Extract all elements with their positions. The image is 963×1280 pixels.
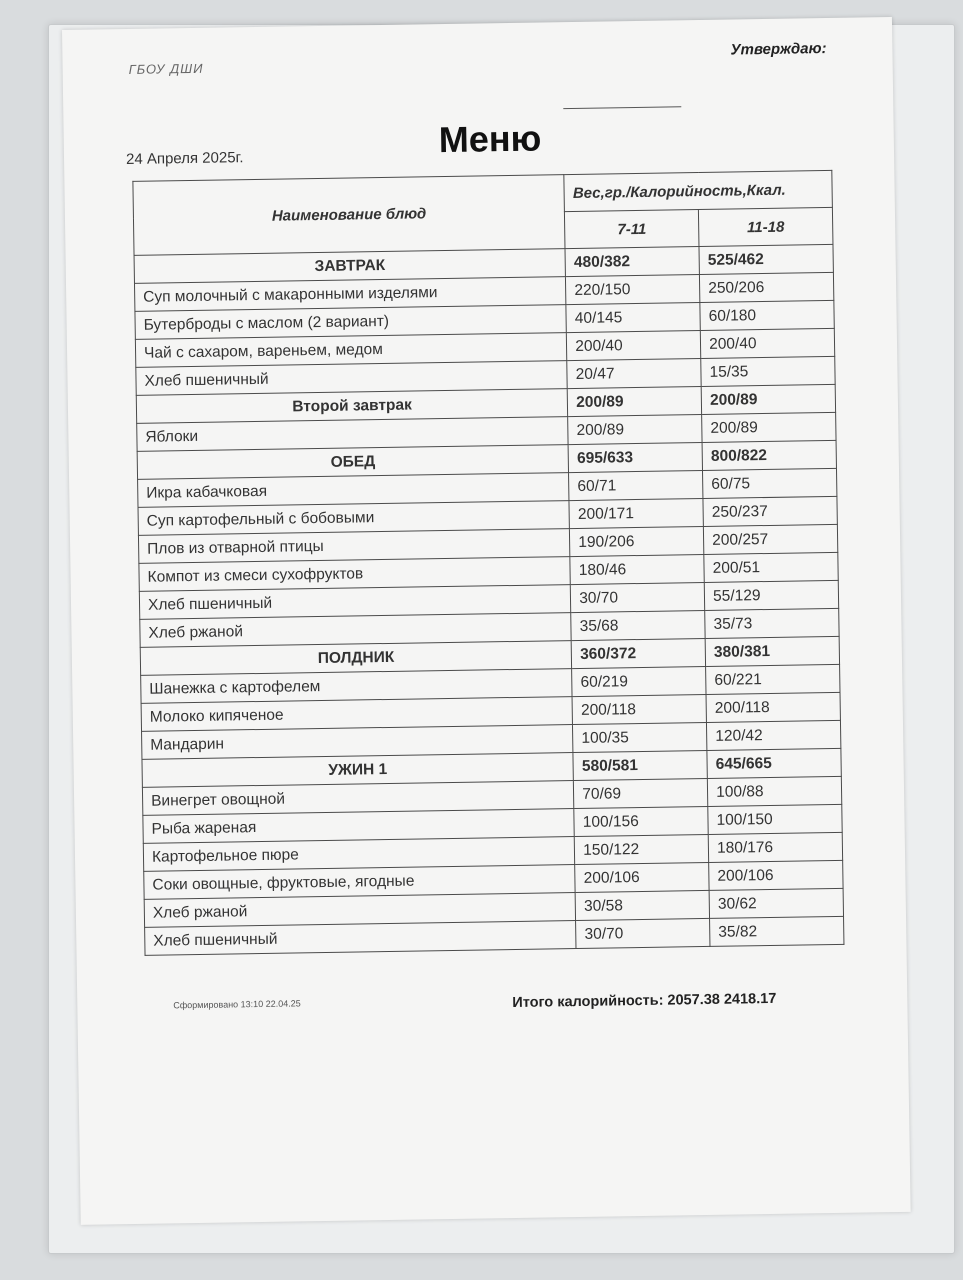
dish-name: Хлеб ржаной bbox=[144, 893, 576, 928]
dish-name: ОБЕД bbox=[137, 445, 569, 480]
value-7-11: 100/35 bbox=[573, 722, 707, 752]
dish-name: ПОЛДНИК bbox=[140, 641, 572, 676]
value-11-18: 15/35 bbox=[701, 356, 835, 386]
value-7-11: 200/40 bbox=[567, 331, 701, 361]
dish-name: Икра кабачковая bbox=[138, 473, 570, 508]
value-11-18: 120/42 bbox=[707, 720, 841, 750]
column-header-name: Наименование блюд bbox=[133, 175, 565, 256]
organization-label: ГБОУ ДШИ bbox=[128, 60, 204, 77]
value-11-18: 180/176 bbox=[708, 832, 842, 862]
value-7-11: 695/633 bbox=[568, 442, 702, 472]
dish-name: ЗАВТРАК bbox=[134, 249, 566, 284]
dish-name: Соки овощные, фруктовые, ягодные bbox=[144, 865, 576, 900]
dish-name: Молоко кипяченое bbox=[141, 697, 573, 732]
value-11-18: 250/206 bbox=[700, 272, 834, 302]
value-7-11: 200/89 bbox=[567, 387, 701, 417]
dish-name: Хлеб пшеничный bbox=[139, 585, 571, 620]
total-calories: Итого калорийность: 2057.38 2418.17 bbox=[512, 990, 777, 1012]
page-title: Меню bbox=[438, 117, 542, 161]
dish-name: Плов из отварной птицы bbox=[138, 529, 570, 564]
value-11-18: 100/88 bbox=[707, 776, 841, 806]
value-11-18: 200/40 bbox=[700, 328, 834, 358]
value-7-11: 150/122 bbox=[574, 834, 708, 864]
dish-name: Хлеб ржаной bbox=[140, 613, 572, 648]
generated-stamp: Сформировано 13:10 22.04.25 bbox=[173, 998, 301, 1011]
value-7-11: 200/106 bbox=[575, 862, 709, 892]
menu-sheet bbox=[62, 17, 911, 1225]
value-7-11: 200/89 bbox=[568, 414, 702, 444]
value-7-11: 580/581 bbox=[573, 750, 707, 780]
value-7-11: 180/46 bbox=[570, 554, 704, 584]
value-7-11: 360/372 bbox=[571, 638, 705, 668]
dish-name: Чай с сахаром, вареньем, медом bbox=[135, 333, 567, 368]
value-11-18: 200/89 bbox=[701, 384, 835, 414]
dish-name: Суп молочный с макаронными изделями bbox=[134, 277, 566, 312]
value-7-11: 70/69 bbox=[574, 778, 708, 808]
dish-name: Компот из смеси сухофруктов bbox=[139, 557, 571, 592]
value-7-11: 35/68 bbox=[571, 610, 705, 640]
dish-name: Хлеб пшеничный bbox=[136, 361, 568, 396]
value-11-18: 525/462 bbox=[699, 244, 833, 274]
dish-name: Мандарин bbox=[142, 725, 574, 760]
value-11-18: 200/89 bbox=[702, 412, 836, 442]
value-11-18: 250/237 bbox=[703, 496, 837, 526]
value-7-11: 20/47 bbox=[567, 359, 701, 389]
value-7-11: 40/145 bbox=[566, 303, 700, 333]
column-header-age-7-11: 7-11 bbox=[565, 210, 699, 249]
value-7-11: 30/70 bbox=[571, 582, 705, 612]
dish-name: Бутерброды с маслом (2 вариант) bbox=[135, 305, 567, 340]
value-11-18: 200/257 bbox=[703, 524, 837, 554]
value-11-18: 380/381 bbox=[705, 636, 839, 666]
value-11-18: 35/82 bbox=[710, 916, 844, 946]
approve-label: Утверждаю: bbox=[730, 39, 827, 59]
value-11-18: 200/106 bbox=[709, 860, 843, 890]
menu-table-body bbox=[134, 244, 844, 955]
value-7-11: 30/58 bbox=[575, 890, 709, 920]
dish-name: УЖИН 1 bbox=[142, 753, 574, 788]
signature-line bbox=[563, 106, 681, 109]
value-11-18: 200/118 bbox=[706, 692, 840, 722]
value-11-18: 60/180 bbox=[700, 300, 834, 330]
value-7-11: 60/219 bbox=[572, 666, 706, 696]
value-7-11: 190/206 bbox=[570, 526, 704, 556]
value-11-18: 60/75 bbox=[703, 468, 837, 498]
value-11-18: 800/822 bbox=[702, 440, 836, 470]
menu-table bbox=[132, 170, 844, 956]
value-7-11: 200/118 bbox=[572, 694, 706, 724]
value-11-18: 200/51 bbox=[704, 552, 838, 582]
value-7-11: 220/150 bbox=[566, 275, 700, 305]
value-11-18: 100/150 bbox=[708, 804, 842, 834]
value-11-18: 35/73 bbox=[705, 608, 839, 638]
column-header-weight: Вес,гр./Калорийность,Ккал. bbox=[564, 170, 832, 211]
value-7-11: 200/171 bbox=[569, 498, 703, 528]
dish-name: Яблоки bbox=[137, 417, 569, 452]
column-header-age-11-18: 11-18 bbox=[699, 207, 833, 246]
value-7-11: 100/156 bbox=[574, 806, 708, 836]
value-11-18: 30/62 bbox=[709, 888, 843, 918]
dish-name: Шанежка с картофелем bbox=[141, 669, 573, 704]
dish-name: Картофельное пюре bbox=[143, 837, 575, 872]
dish-name: Хлеб пшеничный bbox=[145, 921, 577, 956]
menu-date: 24 Апреля 2025г. bbox=[125, 149, 244, 169]
value-11-18: 645/665 bbox=[707, 748, 841, 778]
value-7-11: 30/70 bbox=[576, 918, 710, 948]
value-7-11: 60/71 bbox=[569, 470, 703, 500]
dish-name: Второй завтрак bbox=[136, 389, 568, 424]
value-11-18: 60/221 bbox=[706, 664, 840, 694]
dish-name: Рыба жареная bbox=[143, 809, 575, 844]
value-11-18: 55/129 bbox=[704, 580, 838, 610]
dish-name: Суп картофельный с бобовыми bbox=[138, 501, 570, 536]
value-7-11: 480/382 bbox=[565, 247, 699, 277]
dish-name: Винегрет овощной bbox=[142, 781, 574, 816]
